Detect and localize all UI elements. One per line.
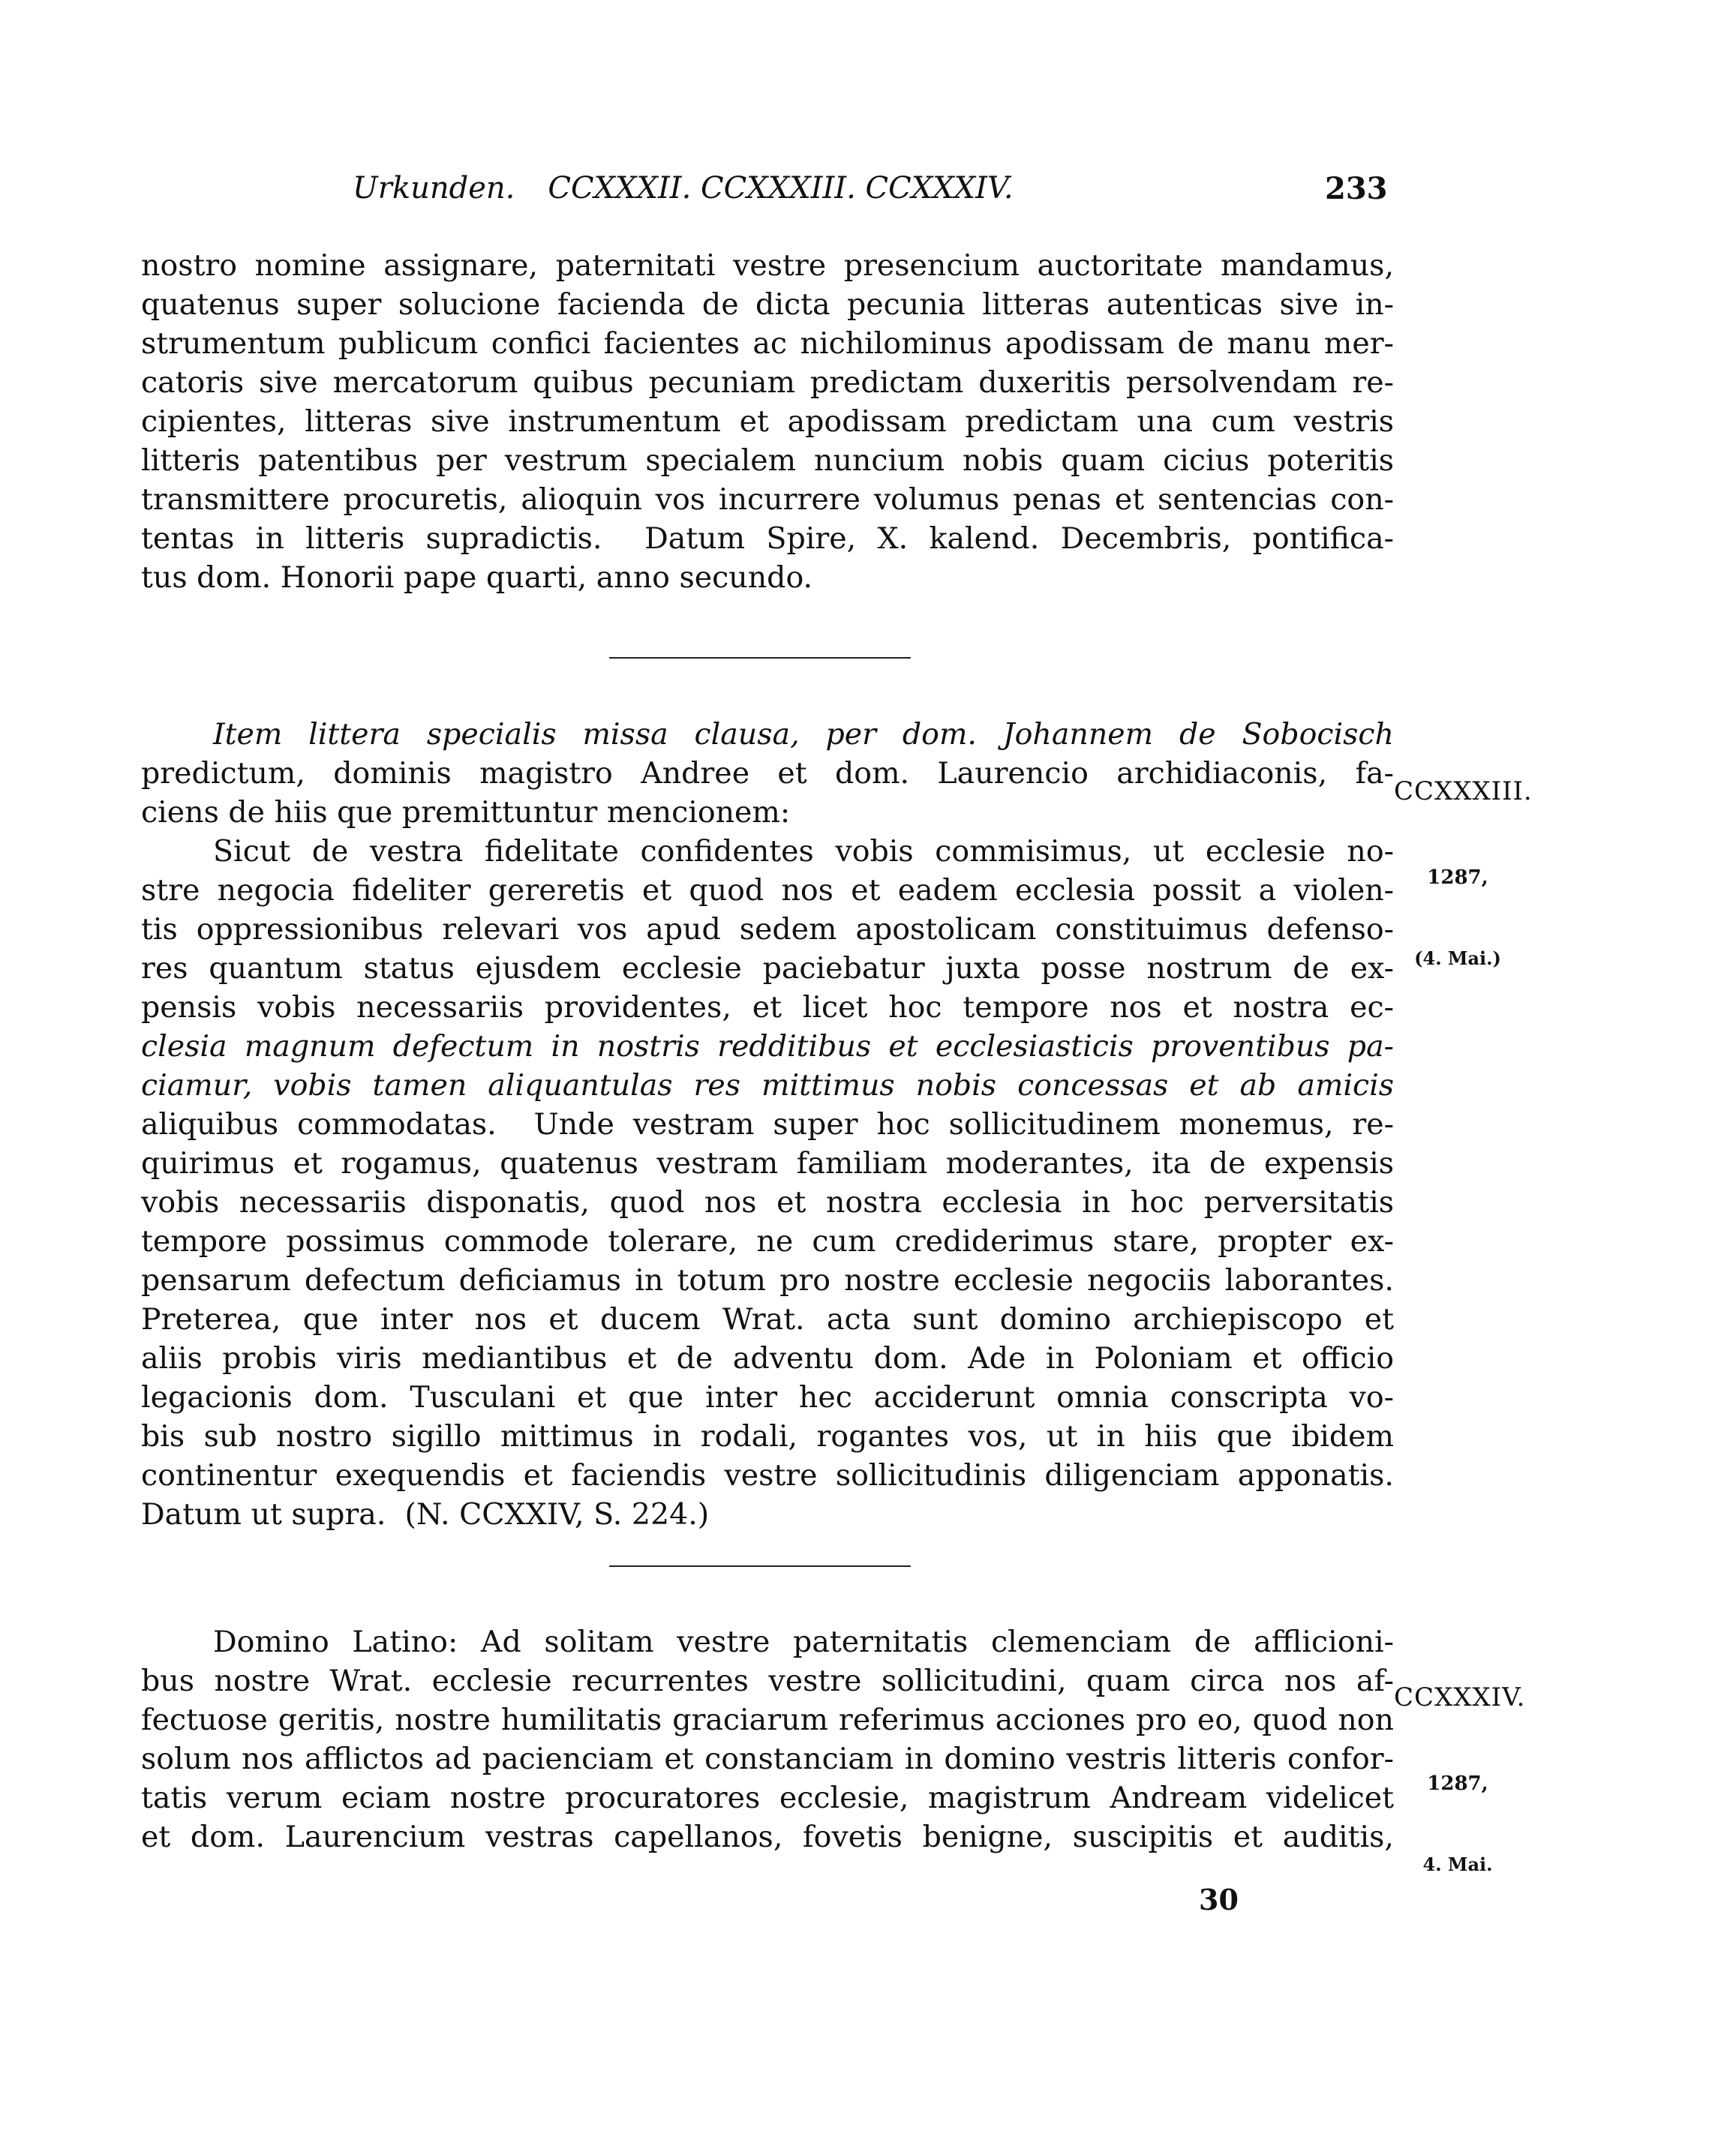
document-number: CCXXXIV. [1394,1682,1526,1712]
text-line: Item littera specialis missa clausa, per dom. Johannem de Sobocisch [213,717,1394,752]
text-line: strumentum publicum confici facientes ac nichilominus apodissam de manu mer- [141,326,1394,361]
text-line: Domino Latino: Ad solitam vestre paternitatis clemenciam de afflicioni- [213,1625,1394,1659]
text-line: continentur exequendis et faciendis vestre sollicitudinis diligenciam apponatis. [141,1458,1394,1493]
document-year: 1287, [1427,1772,1488,1795]
text-line: Preterea, que inter nos et ducem Wrat. acta sunt domino archiepiscopo et [141,1302,1394,1337]
text-line: et dom. Laurencium vestras capellanos, fovetis benigne, suscipitis et auditis, [141,1820,1394,1854]
text-line: res quantum status ejusdem ecclesie paciebatur juxta posse nostrum de ex- [141,951,1394,986]
text-line: aliis probis viris mediantibus et de adventu dom. Ade in Poloniam et officio [141,1341,1394,1376]
section-divider [609,657,911,659]
document-date: (4. Mai.) [1414,947,1501,969]
text-line: quirimus et rogamus, quatenus vestram familiam moderantes, ita de expensis [141,1146,1394,1181]
signature-mark: 30 [1199,1883,1239,1916]
text-line: clesia magnum defectum in nostris redditibus et ecclesiasticis proventibus pa- [141,1029,1394,1064]
header-title: Urkunden. [353,171,515,206]
text-line: ciamur, vobis tamen aliquantulas res mittimus nobis concessas et ab amicis [141,1068,1394,1103]
text-line: predictum, dominis magistro Andree et dom. Laurencio archidiaconis, fa- [141,756,1394,791]
text-line: tempore possimus commode tolerare, ne cum crediderimus stare, propter ex- [141,1224,1394,1259]
text-line: catoris sive mercatorum quibus pecuniam predictam duxeritis persolvendam re- [141,365,1394,400]
running-head [353,171,1403,206]
text-line: bus nostre Wrat. ecclesie recurrentes vestre sollicitudini, quam circa nos af- [141,1664,1394,1698]
text-line: tus dom. Honorii pape quarti, anno secundo. [141,560,813,595]
document-year: 1287, [1427,866,1488,889]
page-number: 233 [1325,171,1388,206]
text-line: vobis necessariis disponatis, quod nos et nostra ecclesia in hoc perversitatis [141,1185,1394,1220]
text-line: pensarum defectum deficiamus in totum pro nostre ecclesie negociis laborantes. [141,1263,1394,1298]
text-line: tentas in litteris supradictis. Datum Spire, X. kalend. Decembris, pontifica- [141,521,1394,556]
header-document-numbers: CCXXXII. CCXXXIII. CCXXXIV. [548,171,1014,206]
text-line: pensis vobis necessariis providentes, et licet hoc tempore nos et nostra ec- [141,990,1394,1025]
text-line: quatenus super solucione facienda de dicta pecunia litteras autenticas sive in- [141,287,1394,322]
text-line: nostro nomine assignare, paternitati vestre presencium auctoritate mandamus, [141,248,1394,283]
text-line: stre negocia fideliter gereretis et quod nos et eadem ecclesia possit a violen- [141,873,1394,908]
text-line: solum nos afflictos ad pacienciam et constanciam in domino vestris litteris confor- [141,1742,1394,1776]
text-line: cipientes, litteras sive instrumentum et apodissam predictam una cum vestris [141,404,1394,439]
text-line: tatis verum eciam nostre procuratores ecclesie, magistrum Andream videlicet [141,1781,1394,1815]
text-line: ciens de hiis que premittuntur mencionem: [141,795,791,830]
text-line: Sicut de vestra fidelitate confidentes vobis commisimus, ut ecclesie no- [213,834,1394,869]
text-line: aliquibus commodatas. Unde vestram super hoc sollicitudinem monemus, re- [141,1107,1394,1142]
text-line: fectuose geritis, nostre humilitatis graciarum referimus acciones pro eo, quod non [141,1703,1394,1737]
document-date: 4. Mai. [1422,1853,1493,1875]
text-line: Datum ut supra. (N. CCXXIV, S. 224.) [141,1497,710,1532]
document-margin-note [1394,716,1533,1028]
text-line: legacionis dom. Tusculani et que inter hec acciderunt omnia conscripta vo- [141,1380,1394,1415]
text-line: tis oppressionibus relevari vos apud sedem apostolicam constituimus defenso- [141,912,1394,947]
text-line: litteris patentibus per vestrum specialem nuncium nobis quam cicius poteritis [141,443,1394,478]
document-number: CCXXXIII. [1394,776,1533,806]
text-line: bis sub nostro sigillo mittimus in rodali, rogantes vos, ut in hiis que ibidem [141,1419,1394,1454]
document-margin-note [1394,1622,1526,1934]
text-line: transmittere procuretis, alioquin vos incurrere volumus penas et sentencias con- [141,482,1394,517]
section-divider [609,1565,911,1567]
